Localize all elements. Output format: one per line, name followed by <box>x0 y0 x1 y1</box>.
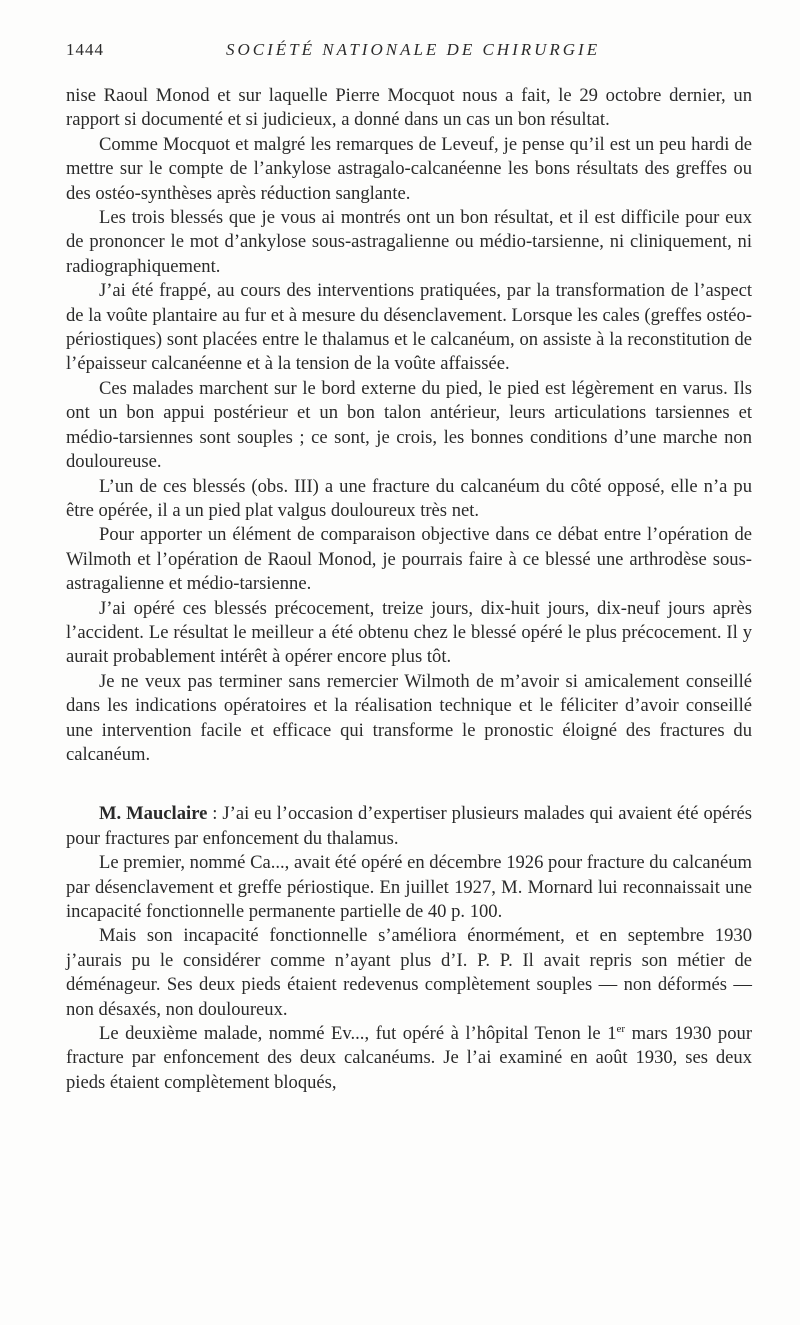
paragraph: Pour apporter un élément de comparaison objective dans ce débat entre l’opération de Wilmoth et l’opération de Raoul Monod, je pourrais faire à ce blessé une arthrodèse sous-astragalienne et médio-tarsienne. <box>66 524 752 595</box>
page-number: 1444 <box>66 40 104 59</box>
paragraph: Je ne veux pas terminer sans remercier Wilmoth de m’avoir si amicalement conseillé dans les indications opératoires et la réalisation technique et le féliciter d’avoir conseillé une intervention facile et efficace qui transforme le pronostic éloigné des fractures du calcanéum. <box>66 670 752 765</box>
journal-title: SOCIÉTÉ NATIONALE DE CHIRURGIE <box>226 40 601 59</box>
paragraph: Les trois blessés que je vous ai montrés ont un bon résultat, et il est difficile pour eux de prononcer le mot d’ankylose sous-astragalienne ou médio-tarsienne, ni cliniquement, ni radiographiquement. <box>66 207 752 277</box>
speaker-intro: : J’ai eu l’occasion d’expertiser plusieurs malades qui avaient été opérés pour fractures par enfoncement du thalamus. <box>66 803 752 849</box>
ordinal-superscript: er <box>616 1022 626 1035</box>
paragraph: Mais son incapacité fonctionnelle s’améliora énormément, et en septembre 1930 j’aurais pu le considérer comme n’ayant plus d’I. P. P. Il avait repris son métier de déménageur. Ses deux pieds étaient redevenus complètement souples — non déformés — non désaxés, non douloureux. <box>66 925 752 1020</box>
speaker-name: M. Mauclaire <box>99 803 208 825</box>
paragraph: L’un de ces blessés (obs. III) a une fracture du calcanéum du côté opposé, elle n’a pu être opérée, il a un pied plat valgus douloureux très net. <box>66 475 752 521</box>
paragraph-text-start: Le deuxième malade, nommé Ev..., fut opéré à l’hôpital Tenon le 1 <box>99 1023 617 1045</box>
paragraph-continuation: nise Raoul Monod et sur laquelle Pierre Mocquot nous a fait, le 29 octobre dernier, un rapport si documenté et si judicieux, a donné dans un cas un bon résultat. <box>66 85 752 131</box>
speaker-paragraph <box>66 802 752 851</box>
paragraph: J’ai été frappé, au cours des interventions pratiquées, par la transformation de l’aspect de la voûte plantaire au fur et à mesure du désenclavement. Lorsque les cales (greffes ostéo-périostiques) sont placées entre le thalamus et le calcanéum, on assiste à la reconstitution de l’épaisseur calcanéenne et à la tension de la voûte affaissée. <box>66 280 752 375</box>
paragraph: Comme Mocquot et malgré les remarques de Leveuf, je pense qu’il est un peu hardi de mettre sur le compte de l’ankylose astragalo-calcanéenne les bons résultats des greffes ou des ostéo-synthèses après réduction sanglante. <box>66 133 752 204</box>
paragraph-text-end: mars 1930 pour fracture par enfoncement des deux calcanéums. Je l’ai examiné en août 1930, ses deux pieds étaient complètement bloqués, <box>66 1023 753 1093</box>
paragraph: Ces malades marchent sur le bord externe du pied, le pied est légèrement en varus. Ils ont un bon appui postérieur et un bon talon antérieur, leurs articulations tarsiennes et médio-tarsiennes sont souples ; ce sont, je crois, les bonnes conditions d’une marche non douloureuse. <box>66 377 752 473</box>
paragraph: J’ai opéré ces blessés précocement, treize jours, dix-huit jours, dix-neuf jours après l’accident. Le résultat le meilleur a été obtenu chez le blessé opéré le plus précocement. Il y aurait probablement intérêt à opérer encore plus tôt. <box>66 597 752 668</box>
body-text <box>66 84 752 1095</box>
section-gap <box>66 767 752 802</box>
paragraph: Le premier, nommé Ca..., avait été opéré en décembre 1926 pour fracture du calcanéum par désenclavement et greffe périostique. En juillet 1927, M. Mornard lui reconnaissait une incapacité fonctionnelle permanente partielle de 40 p. 100. <box>66 852 752 922</box>
running-head <box>66 40 752 64</box>
paragraph <box>66 1022 752 1095</box>
